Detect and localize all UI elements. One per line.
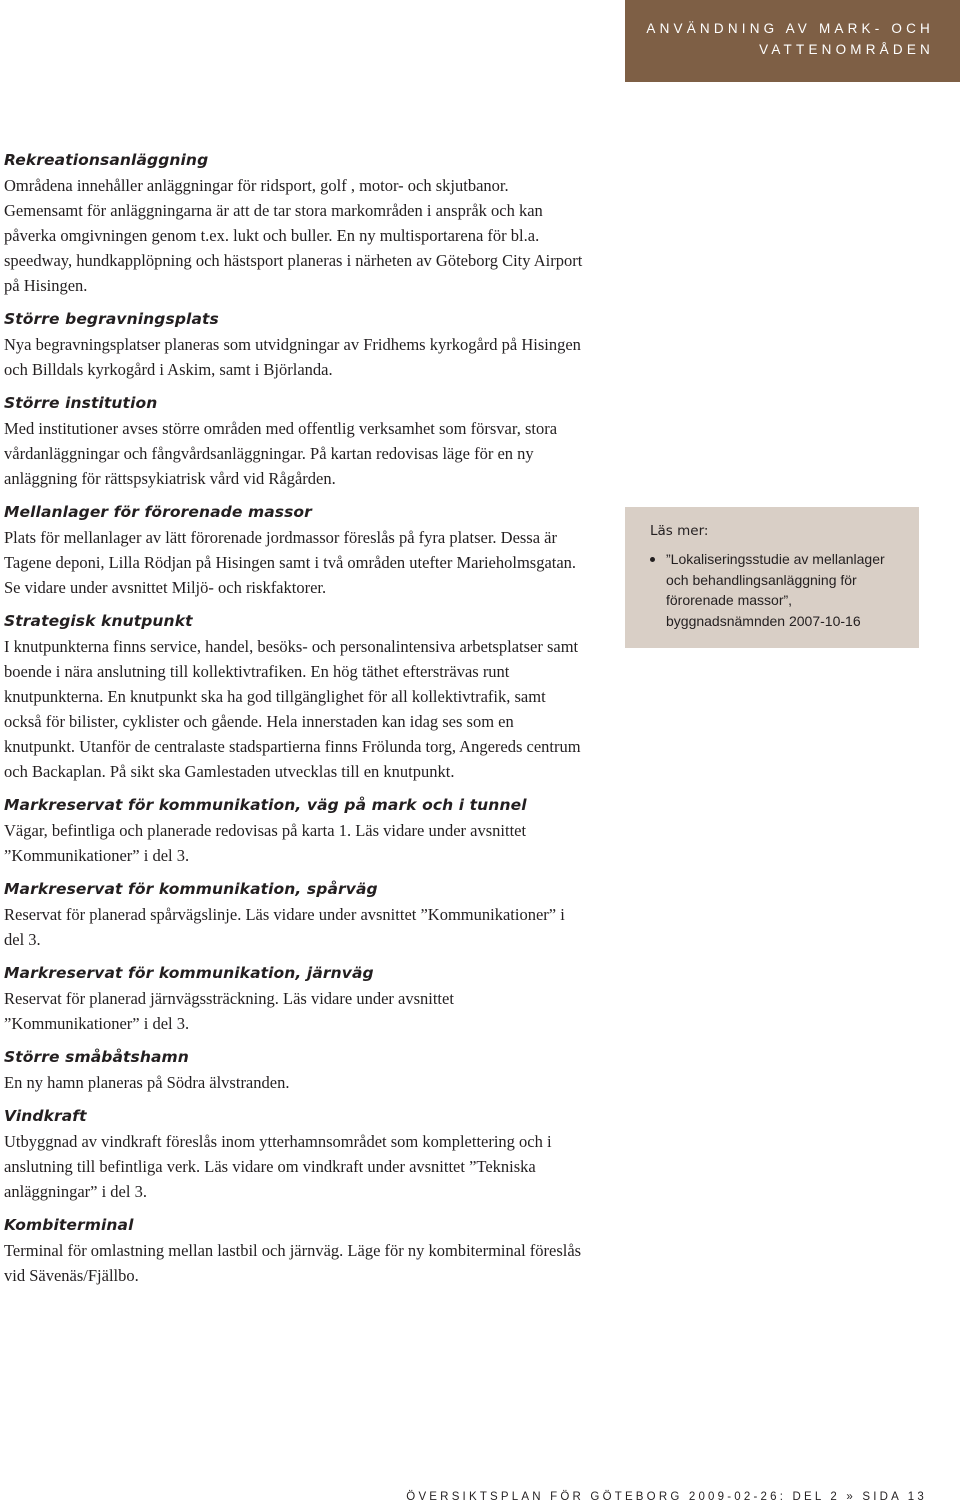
section-smabatshamn [4,1047,584,1095]
section-body: I knutpunkterna finns service, handel, besöks- och personalintensiva arbetsplatser samt boende i nära anslutning till kollektivtrafiken. En hög täthet eftersträvas runt knutpunkterna. En knutpunkt ska ha god tillgänglighet för all kollektivtrafik, samt också för bilister, cyklister och gående. Hela innerstaden kan idag ses som en knutpunkt. Utanför de centralaste stadspartierna finns Frölunda torg, Angereds centrum och Backaplan. På sikt ska Gamlestaden utvecklas till en knutpunkt. [4,637,581,781]
read-more-box [625,507,919,648]
section-body: Områdena innehåller anläggningar för ridsport, golf , motor- och skjutbanor. Gemensamt för anläggningarna är att de tar stora markområden i anspråk och kan påverka omgivningen genom t.ex. lukt och buller. En ny multisportarena för bl.a. speedway, hundkapplöpning och hästsport planeras i närheten av Göteborg City Airport på Hisingen. [4,176,583,295]
section-body: Vägar, befintliga och planerade redovisas på karta 1. Läs vidare under avsnittet ”Kommunikationer” i del 3. [4,821,527,865]
read-more-item [650,549,899,631]
section-mellanlager [4,502,584,600]
section-heading: Markreservat för kommunikation, väg på mark och i tunnel [4,796,527,814]
section-body: Nya begravningsplatser planeras som utvidgningar av Fridhems kyrkogård på Hisingen och Billdals kyrkogård i Askim, samt i Björlanda. [4,335,581,379]
section-heading: Större institution [4,394,158,412]
section-header-title: ANVÄNDNING AV MARK- OCH VATTENOMRÅDEN [646,21,934,57]
section-heading: Markreservat för kommunikation, järnväg [4,964,374,982]
main-text-column [4,150,584,1299]
section-body: Reservat för planerad spårvägslinje. Läs vidare under avsnittet ”Kommunikationer” i del 3. [4,905,565,949]
section-vindkraft [4,1106,584,1204]
section-markreservat-sparvag [4,879,584,952]
section-heading: Vindkraft [4,1107,87,1125]
section-body: Utbyggnad av vindkraft föreslås inom ytterhamnsområdet som komplettering och i anslutning till befintliga verk. Läs vidare om vindkraft under avsnittet ”Tekniska anläggningar” i del 3. [4,1132,552,1201]
section-body: En ny hamn planeras på Södra älvstranden. [4,1073,290,1092]
section-kombiterminal [4,1215,584,1288]
section-heading: Markreservat för kommunikation, spårväg [4,880,378,898]
section-rekreationsanlaggning [4,150,584,298]
section-heading: Mellanlager för förorenade massor [4,503,312,521]
section-body: Med institutioner avses större områden med offentlig verksamhet som försvar, stora vårdanläggningar och fångvårdsanläggningar. På kartan redovisas läge för en ny anläggning för rättspsykiatrisk vård vid Rågården. [4,419,558,488]
section-heading: Kombiterminal [4,1216,134,1234]
section-body: Terminal för omlastning mellan lastbil och järnväg. Läge för ny kombiterminal föreslås vid Sävenäs/Fjällbo. [4,1241,582,1285]
section-header-banner [625,0,960,82]
section-institution [4,393,584,491]
section-markreservat-vag [4,795,584,868]
section-heading: Större begravningsplats [4,310,219,328]
section-heading: Större småbåtshamn [4,1048,189,1066]
section-begravningsplats [4,309,584,382]
bullet-icon [650,557,655,562]
section-heading: Strategisk knutpunkt [4,612,193,630]
section-body: Reservat för planerad järnvägssträckning. Läs vidare under avsnittet ”Kommunikationer” i del 3. [4,989,454,1033]
section-markreservat-jarnvag [4,963,584,1036]
section-knutpunkt [4,611,584,784]
section-body: Plats för mellanlager av lätt förorenade jordmassor föreslås på fyra platser. Dessa är Tagene deponi, Lilla Rödjan på Hisingen samt i två områden utefter Marieholmsgatan. Se vidare under avsnittet Miljö- och riskfaktorer. [4,528,577,597]
section-heading: Rekreationsanläggning [4,151,209,169]
page-footer: ÖVERSIKTSPLAN FÖR GÖTEBORG 2009-02-26: DEL 2 » SIDA 13 [406,1491,927,1503]
read-more-heading: Läs mer: [650,523,709,539]
read-more-item-text: ”Lokaliseringsstudie av mellanlager och behandlingsanläggning för förorenade massor”, byggnadsnämnden 2007-10-16 [666,551,885,629]
